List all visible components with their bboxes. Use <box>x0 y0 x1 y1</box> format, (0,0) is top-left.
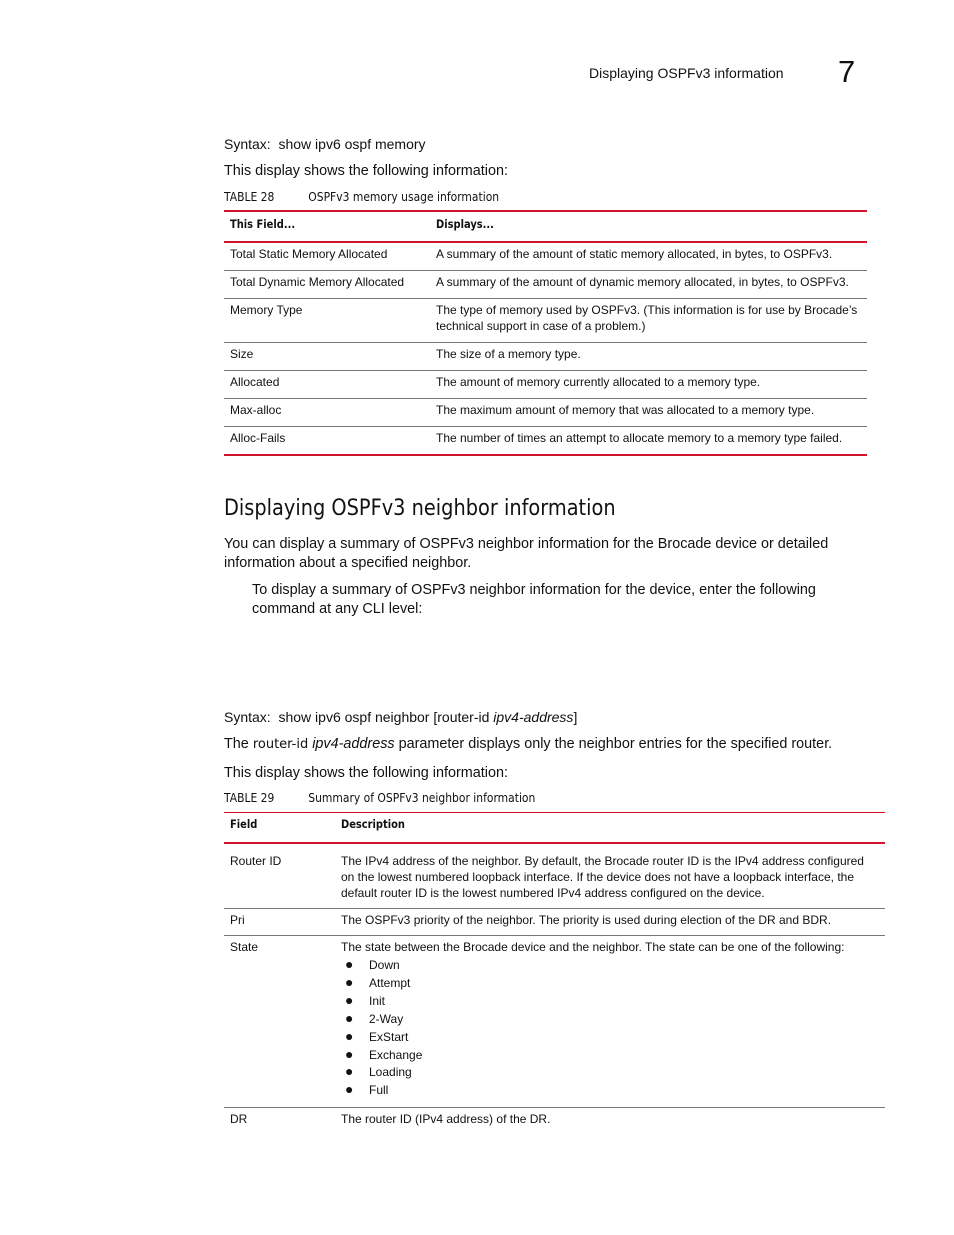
param-desc-suffix: parameter displays only the neighbor entries for the specified router. <box>398 736 833 752</box>
table-cell-description: The type of memory used by OSPFv3. (This information is for use by Brocade’s technical support in case of a problem.) <box>430 299 867 343</box>
syntax-keyword: router-id <box>437 709 490 725</box>
parameter-description <box>224 735 832 754</box>
bullet-icon: ● <box>345 1081 354 1098</box>
syntax-command: show ipv6 ospf memory <box>278 136 426 152</box>
intro-text-1: This display shows the following information: <box>224 163 508 179</box>
bullet-icon: ● <box>345 991 354 1008</box>
table-cell-description: The IPv4 address of the neighbor. By default, the Brocade router ID is the IPv4 address configured on the lowest numbered loopback interface. If the device does not have a loopback interface, the default router ID is the lowest numbered IPv4 address configured on the device. <box>341 854 864 900</box>
table-cell-field: Max-alloc <box>224 399 430 427</box>
bullet-icon: ● <box>345 1045 354 1062</box>
list-item: ● Exchange <box>345 1045 423 1062</box>
table-row <box>224 936 885 1108</box>
bullet-icon: ● <box>345 1027 354 1044</box>
table-row <box>224 343 867 371</box>
table-cell-description: A summary of the amount of dynamic memory allocated, in bytes, to OSPFv3. <box>430 271 867 299</box>
section-paragraph-2: To display a summary of OSPFv3 neighbor information for the device, enter the following command at any CLI level: <box>252 582 816 617</box>
table-row <box>224 242 867 271</box>
section-paragraph-1: You can display a summary of OSPFv3 neighbor information for the Brocade device or detailed information about a specified neighbor. <box>224 536 829 571</box>
table-row <box>224 909 885 936</box>
running-header-title: Displaying OSPFv3 information <box>589 65 784 81</box>
bullet-icon: ● <box>345 973 354 990</box>
syntax-memory <box>224 136 426 152</box>
table-cell-field: Memory Type <box>224 299 430 343</box>
intro-text-2: This display shows the following information: <box>224 765 508 781</box>
syntax-parameter: ipv4-address <box>493 709 574 725</box>
table-cell-description: The size of a memory type. <box>430 343 867 371</box>
table-cell-field: Alloc-Fails <box>224 427 430 456</box>
list-item: ● Init <box>345 991 386 1008</box>
list-item: ● Down <box>345 956 400 972</box>
table-row <box>224 299 867 343</box>
table-cell-field: DR <box>224 1108 335 1135</box>
syntax-label: Syntax: <box>224 709 271 725</box>
param-desc-prefix: The <box>224 736 249 752</box>
table-cell-field: Pri <box>224 909 335 936</box>
param-desc-parameter: ipv4-address <box>312 736 395 752</box>
table-cell-description <box>335 936 885 1108</box>
syntax-label: Syntax: <box>224 136 271 152</box>
list-item: ● Loading <box>345 1063 412 1080</box>
section-heading: Displaying OSPFv3 neighbor information <box>224 495 616 521</box>
syntax-close: ] <box>573 709 578 725</box>
section-heading-wrap <box>224 495 679 521</box>
table-cell-description: The router ID (IPv4 address) of the DR. <box>335 1108 885 1135</box>
table28-label: TABLE 28 <box>224 189 275 204</box>
table29 <box>224 812 885 1134</box>
table29-header-description: Description <box>335 813 885 844</box>
table-cell-description: The maximum amount of memory that was allocated to a memory type. <box>430 399 867 427</box>
bullet-icon: ● <box>345 1063 354 1080</box>
table28-header-field: This Field... <box>224 211 430 242</box>
table-cell-field: Router ID <box>230 854 282 868</box>
table29-title: Summary of OSPFv3 neighbor information <box>308 790 536 805</box>
table29-label: TABLE 29 <box>224 790 275 805</box>
table28-caption <box>224 189 499 204</box>
list-item: ● Full <box>345 1081 389 1098</box>
chapter-number: 7 <box>838 54 856 89</box>
table-row <box>224 271 867 299</box>
state-list <box>341 957 879 1100</box>
table28-header-displays: Displays... <box>430 211 867 242</box>
table29-header-field: Field <box>224 813 335 844</box>
list-item: ● ExStart <box>345 1027 409 1044</box>
list-item: ● Attempt <box>345 973 411 990</box>
state-description: The state between the Brocade device and the neighbor. The state can be one of the following: <box>341 940 845 954</box>
table-row <box>224 371 867 399</box>
bullet-icon: ● <box>345 1009 354 1026</box>
list-item: ● 2-Way <box>345 1009 404 1026</box>
syntax-command: show ipv6 ospf neighbor [ <box>278 709 438 725</box>
table-cell-description: The number of times an attempt to allocate memory to a memory type failed. <box>430 427 867 456</box>
bullet-icon: ● <box>345 956 354 972</box>
table-cell-field: Total Dynamic Memory Allocated <box>224 271 430 299</box>
table28 <box>224 210 867 456</box>
table-row <box>224 399 867 427</box>
table29-caption <box>224 790 535 805</box>
table-cell-description: The OSPFv3 priority of the neighbor. The priority is used during election of the DR and BDR. <box>335 909 885 936</box>
table-cell-field: Total Static Memory Allocated <box>224 242 430 271</box>
table-row <box>224 843 885 909</box>
syntax-neighbor <box>224 709 577 725</box>
table-row <box>224 1108 885 1135</box>
param-desc-keyword: router-id <box>252 737 309 752</box>
table-cell-description: A summary of the amount of static memory allocated, in bytes, to OSPFv3. <box>430 242 867 271</box>
table-cell-field: Size <box>224 343 430 371</box>
table-cell-field: State <box>224 936 335 1108</box>
table28-title: OSPFv3 memory usage information <box>308 189 500 204</box>
table-cell-field: Allocated <box>224 371 430 399</box>
table-row <box>224 427 867 456</box>
table-cell-description: The amount of memory currently allocated to a memory type. <box>430 371 867 399</box>
